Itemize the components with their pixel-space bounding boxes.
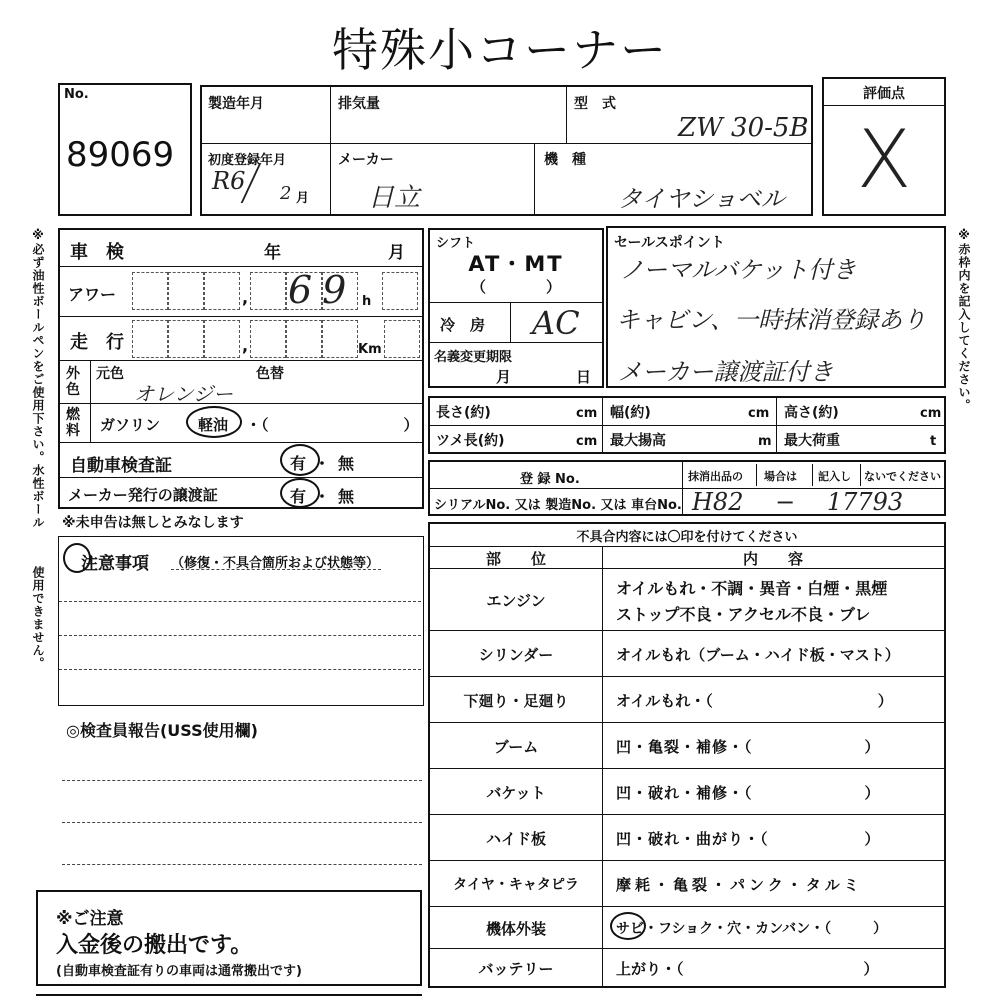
defect-row-body-content: サビ・フショク・穴・カンバン・（ ）: [616, 921, 888, 937]
hour-meter-unit: h: [362, 294, 372, 309]
max-load-unit: t: [930, 434, 937, 449]
maker-value: 日立: [368, 183, 421, 213]
width-unit: cm: [748, 406, 770, 421]
serial-number-label: シリアルNo. 又は 製造No. 又は 車台No.: [434, 498, 682, 513]
fuel-diesel: 軽油: [198, 416, 229, 434]
deregistered-label: 抹消出品の: [688, 470, 743, 483]
height-unit: cm: [920, 406, 942, 421]
name-change-day: 日: [576, 368, 592, 386]
sales-point-box: [606, 226, 946, 388]
defect-row-battery-part: バッテリー: [478, 960, 554, 978]
defect-row-battery-content: 上がり・（ ）: [616, 960, 879, 978]
notice-main: 入金後の搬出です。: [56, 933, 253, 958]
model-value: ZW 30-5B: [678, 113, 809, 143]
defect-row-undercarriage-content: オイルもれ・（ ）: [616, 692, 893, 710]
vehicle-certificate-options: 有・無: [290, 454, 363, 473]
transfer-certificate-circle: [280, 478, 320, 508]
defect-row-engine-part: エンジン: [486, 592, 546, 610]
exterior-color-value: オレンジー: [134, 382, 233, 406]
side-note-left-bottom: 使用できません。: [31, 566, 45, 670]
length-label: 長さ(約): [436, 405, 491, 421]
displacement-label: 排気量: [338, 96, 380, 112]
vehicle-header-box: [200, 85, 813, 216]
original-color-label: 元色: [96, 366, 124, 382]
side-note-right: ※赤枠内を記入してください。: [957, 228, 971, 412]
hour-meter-value: 69: [288, 268, 357, 312]
case-label: 場合は: [764, 470, 797, 483]
width-label: 幅(約): [610, 405, 651, 421]
max-lift-label: 最大揚高: [610, 433, 666, 449]
shift-label: シフト: [436, 236, 476, 251]
defect-row-engine-content-2: ストップ不良・アクセル不良・ブレ: [616, 605, 871, 624]
first-registration-label: 初度登録年月: [208, 153, 287, 168]
column-part: 部 位: [485, 550, 546, 568]
sales-point-line-3: メーカー譲渡証付き: [618, 358, 834, 386]
fuel-label: 燃料: [66, 407, 80, 439]
left-info-box: 車 検 年 月 アワー , 69 h 走 行 , Km 外色 元色 色替 オレンジー 燃料 ガソリン 軽油 ・（ ） 自動車検査証 有・無 メーカー発行の譲渡証 有・無: [58, 228, 424, 509]
sales-point-line-2: キャビン、一時抹消登録あり: [616, 306, 927, 334]
defect-row-cylinder-part: シリンダー: [478, 646, 554, 664]
defect-row-cylinder-content: オイルもれ（ブーム・ハイド板・マスト）: [616, 646, 900, 664]
defect-row-tire-content: 摩耗・亀裂・パンク・タルミ: [616, 876, 863, 894]
registration-number-label: 登 録 No.: [520, 472, 580, 487]
inspection-month-unit: 月: [388, 243, 405, 263]
defect-row-tire-part: タイヤ・キャタピラ: [453, 877, 579, 893]
rating-box: [822, 77, 946, 216]
ac-label: 冷 房: [440, 316, 486, 334]
serial-number-value: H82 − 17793: [692, 488, 904, 516]
hour-meter-label: アワー: [68, 285, 117, 304]
notice-title: ※ご注意: [56, 909, 124, 929]
machine-type-value: タイヤショベル: [618, 185, 785, 213]
first-registration-month: 2: [280, 183, 292, 204]
shift-value: AT・MT: [468, 252, 564, 276]
model-label: 型 式: [574, 96, 616, 112]
sales-point-line-1: ノーマルバケット付き: [620, 256, 857, 284]
defects-note: 不具合内容には〇印を付けてください: [576, 530, 798, 545]
defect-row-bucket-part: バケット: [486, 784, 546, 802]
first-registration-month-unit: 月: [296, 191, 310, 206]
caution-sub-label: （修復・不具合箇所および状態等）: [171, 556, 380, 571]
rating-label: 評価点: [863, 86, 905, 102]
fuel-gasoline: ガソリン: [100, 416, 161, 434]
max-load-label: 最大荷重: [784, 433, 840, 449]
vehicle-certificate-label: 自動車検査証: [70, 456, 172, 476]
defect-row-body-rust-circle: [610, 912, 646, 940]
mileage-unit: Km: [358, 342, 382, 357]
defect-row-dozer-part: ハイド板: [485, 830, 546, 848]
transfer-certificate-label: メーカー発行の譲渡証: [68, 486, 218, 504]
defect-row-body-part: 機体外装: [485, 920, 546, 938]
shift-ac-box: [428, 228, 604, 388]
height-label: 高さ(約): [784, 405, 839, 421]
side-note-left-top: ※必ず油性ボールペンをご使用下さい。水性ボール: [31, 228, 45, 529]
maker-label: メーカー: [338, 152, 394, 168]
defect-row-dozer-content: 凹・破れ・曲がり・（ ）: [616, 830, 881, 848]
dimensions-box: [428, 396, 946, 454]
defect-row-undercarriage-part: 下廻り・足廻り: [463, 692, 569, 710]
defect-row-boom-content: 凹・亀裂・補修・（ ）: [616, 738, 881, 756]
column-content: 内 容: [742, 550, 803, 568]
number-value: 89069: [66, 135, 175, 175]
machine-type-label: 機 種: [544, 152, 586, 168]
fuel-diesel-circle: [186, 406, 242, 438]
first-registration-era: R6: [212, 167, 246, 195]
number-label: No.: [64, 87, 89, 102]
fuel-other: ・（ ）: [246, 416, 419, 434]
inspection-year-unit: 年: [264, 243, 281, 263]
vehicle-certificate-circle: [280, 444, 320, 476]
shift-paren: （ ）: [470, 278, 561, 296]
claw-length-unit: cm: [576, 434, 598, 449]
name-change-deadline-label: 名義変更期限: [434, 350, 513, 365]
max-lift-unit: m: [758, 434, 772, 449]
caution-label: 注意事項: [81, 554, 149, 574]
inspector-report-label: ◎検査員報告(USS使用欄): [66, 721, 258, 740]
notice-box: [36, 890, 422, 986]
rating-value: X: [856, 113, 912, 206]
name-change-month: 月: [496, 368, 512, 386]
mileage-label: 走 行: [70, 332, 124, 353]
claw-length-label: ツメ長(約): [436, 433, 505, 449]
number-box: [58, 83, 192, 216]
ac-value: AC: [532, 304, 580, 342]
sales-point-label: セールスポイント: [614, 235, 725, 251]
defects-table: [428, 522, 946, 988]
manufacture-date-label: 製造年月: [208, 96, 264, 112]
do-not-fill-label: ないでください: [864, 470, 941, 483]
notice-sub: (自動車検査証有りの車両は通常搬出です): [56, 964, 302, 979]
color-change-label: 色替: [256, 366, 284, 382]
defect-row-engine-content-1: オイルもれ・不調・異音・白煙・黒煙: [616, 579, 888, 598]
page-title: 特殊小コーナー: [332, 23, 668, 77]
transfer-certificate-options: 有・無: [290, 487, 363, 506]
length-unit: cm: [576, 406, 598, 421]
inspection-label: 車 検: [70, 242, 124, 263]
fill-label: 記入し: [818, 470, 851, 483]
defect-row-boom-part: ブーム: [493, 738, 539, 756]
unreported-note: ※未申告は無しとみなします: [62, 515, 244, 531]
registration-box: [428, 460, 946, 516]
caution-box: [58, 536, 424, 706]
exterior-color-label: 外色: [66, 366, 80, 398]
defect-row-bucket-content: 凹・破れ・補修・（ ）: [616, 784, 881, 802]
